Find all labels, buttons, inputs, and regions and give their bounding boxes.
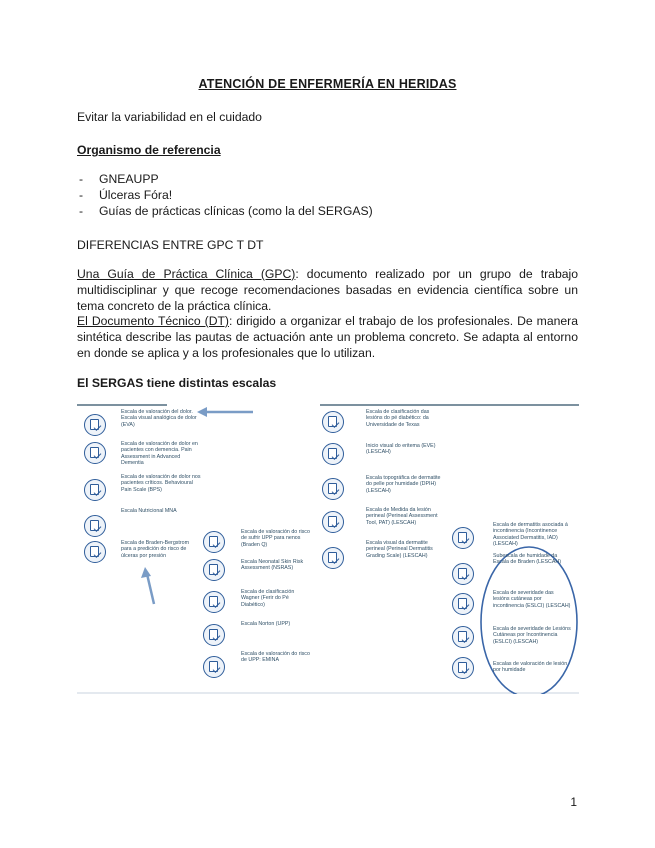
gpc-term: Una Guía de Práctica Clínica (GPC) [77, 267, 296, 281]
gpc-text: : documento realizado por un grupo de trabajo multidisciplinar y que recoge recomendaciones basadas en evidencia científica sobre un tema concreto de la práctica clínica. [77, 267, 578, 313]
check-document-icon [203, 591, 225, 613]
check-document-icon [452, 657, 474, 679]
gpc-paragraph [77, 266, 578, 314]
scale-label: Inicio visual do eritema (EVE) (LESCAH) [366, 443, 436, 456]
check-document-icon [203, 559, 225, 581]
check-document-icon [84, 414, 106, 436]
dt-text: : dirigido a organizar el trabajo de los profesionales. De manera sintética describe las pautas de actuación ante un problema concreto. Se adapta al entorno en donde se aplica y a los profesionales que lo utilizan. [77, 314, 578, 360]
scale-label: Escala de Medida da lesión perineal (Perineal Assessment Tool, PAT) (LESCAH) [366, 507, 438, 526]
sergas-heading: El SERGAS tiene distintas escalas [77, 376, 277, 390]
page-title: ATENCIÓN DE ENFERMERÍA EN HERIDAS [198, 77, 457, 91]
check-document-icon [84, 515, 106, 537]
check-document-icon [322, 443, 344, 465]
scale-label: Escala Neonatal Skin Risk Assessment (NSRAS) [241, 559, 304, 572]
dt-term: El Documento Técnico (DT) [77, 314, 229, 328]
check-document-icon [84, 479, 106, 501]
scale-label: Escalas de valoración de lesión por humidade [493, 661, 568, 674]
scale-label: Escala Norton (UPP) [241, 621, 291, 627]
intro-text: Evitar la variabilidad en el cuidado [77, 110, 262, 124]
scale-label: Escala de dermatitis asociada á incontinencia (Incontinence Associated Dermatitis, IAD) (LESCAH) [493, 522, 568, 548]
scale-label: Escala topográfica de dermatite do pelle por humidade (DPIH) (LESCAH) [366, 475, 441, 494]
check-document-icon [322, 478, 344, 500]
check-document-icon [322, 411, 344, 433]
scale-label: Subescala de humidade da Escala de Braden (LESCAH) [493, 553, 562, 566]
check-document-icon [452, 593, 474, 615]
scale-label: Escala de valoración do risco de sufrir UPP para nenos (Braden Q) [241, 529, 310, 548]
list-item: - GNEAUPP [77, 171, 373, 187]
escalas-figure [77, 404, 579, 694]
check-document-icon [452, 626, 474, 648]
scale-label: Escala de valoración de dolor nos pacientes críticos. Behavioural Pain Scale (BPS) [121, 474, 201, 493]
scale-label: Escala de clasificación das lesións do pé diabético: da Universidade de Texas [366, 409, 430, 428]
organismo-heading: Organismo de referencia [77, 143, 221, 157]
scale-label: Escala Nutricional MNA [121, 508, 177, 514]
check-document-icon [322, 511, 344, 533]
scale-label: Escala visual da dermatite perineal (Perineal Dermatitis Grading Scale) (LESCAH) [366, 540, 433, 559]
scale-label: Escala de Braden-Bergstrom para a predición do risco de úlceras por presión [121, 540, 190, 559]
scale-label: Escala de severidade de Lesións Cutáneas por Incontinencia (ESLCI) (LESCAH) [493, 626, 571, 645]
check-document-icon [203, 656, 225, 678]
scale-label: Escala de severidade das lesións cutáneas por incontinencia (ESLCI) (LESCAH) [493, 590, 571, 609]
organismo-list [77, 171, 373, 219]
scale-label: Escala de clasificación Wagner (Ferir do Pé Diabético) [241, 589, 295, 608]
page-number: 1 [570, 795, 577, 809]
list-item: - Guías de prácticas clínicas (como la del SERGAS) [77, 203, 373, 219]
check-document-icon [84, 442, 106, 464]
check-document-icon [203, 624, 225, 646]
check-document-icon [452, 563, 474, 585]
scale-label: Escala de valoración de dolor en pacientes con demencia. Pain Assessment in Advanced Dementia [121, 441, 198, 467]
list-item: - Úlceras Fóra! [77, 187, 373, 203]
check-document-icon [203, 531, 225, 553]
diferencias-heading: DIFERENCIAS ENTRE GPC T DT [77, 238, 264, 252]
check-document-icon [322, 547, 344, 569]
check-document-icon [452, 527, 474, 549]
check-document-icon [84, 541, 106, 563]
dt-paragraph [77, 313, 578, 361]
scale-label: Escala de valoración do risco de UPP: EMINA [241, 651, 310, 664]
scale-label: Escala de valoración del dolor. Escala visual analógica de dolor (EVA) [121, 409, 197, 428]
